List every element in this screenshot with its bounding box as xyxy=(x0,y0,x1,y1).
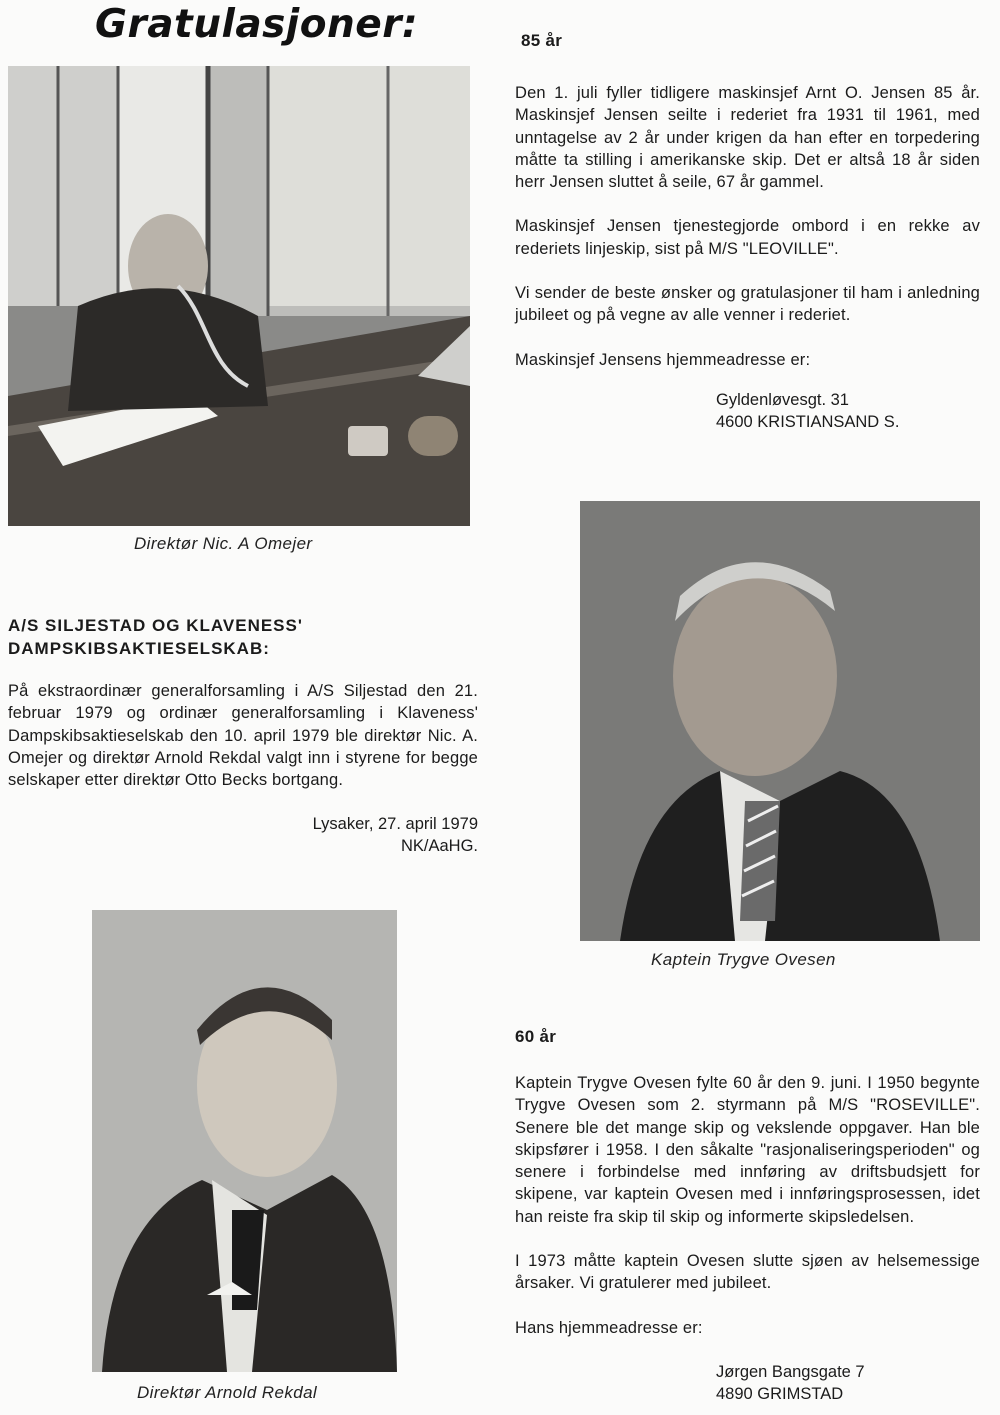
paragraph: I 1973 måtte kaptein Ovesen slutte sjøen av helsemessige årsaker. Vi gratulerer med jubileet. xyxy=(515,1252,980,1293)
siljestad-body: På ekstraordinær generalforsamling i A/S Siljestad den 21. februar 1979 og ordinær generalforsamling i Klaveness' Dampskibsaktieselskab den 10. april 1979 ble direktør Nic. A. Omejer og direktør Arnold Rekdal valgt inn i styrene for begge selskaper etter direktør Otto Becks bortgang. xyxy=(8,682,478,790)
siljestad-signature xyxy=(240,813,478,857)
signature-line: NK/AaHG. xyxy=(400,837,478,855)
section-85-body xyxy=(515,82,980,371)
heading-line: DAMPSKIBSAKTIESELSKAB: xyxy=(8,639,270,658)
paragraph: Maskinsjef Jensen tjenestegjorde ombord i en rekke av rederiets linjeskip, sist på M/S "LEOVILLE". xyxy=(515,217,980,258)
address-intro: Hans hjemmeadresse er: xyxy=(515,1318,703,1337)
photo-omejer xyxy=(8,66,470,526)
heading-85: 85 år xyxy=(521,31,563,50)
paragraph: Den 1. juli fyller tidligere maskinsjef Arnt O. Jensen 85 år. Maskinsjef Jensen seilte i rederiet fra 1931 til 1961, med unntagelse av 2 år under krigen da han efter en torpedering måtte ta stilling i amerikanske skip. Det er altså 18 år siden herr Jensen sluttet å seile, 67 år gammel. xyxy=(515,84,980,192)
caption-ovesen: Kaptein Trygve Ovesen xyxy=(651,950,836,969)
address-ovesen xyxy=(716,1361,865,1405)
caption-rekdal: Direktør Arnold Rekdal xyxy=(137,1383,318,1402)
address-line: 4600 KRISTIANSAND S. xyxy=(716,413,900,431)
section-60-body xyxy=(515,1072,980,1339)
address-line: 4890 GRIMSTAD xyxy=(716,1385,844,1403)
address-intro: Maskinsjef Jensens hjemmeadresse er: xyxy=(515,350,811,369)
address-jensen xyxy=(716,389,899,433)
heading-siljestad xyxy=(8,614,303,660)
signature-line: Lysaker, 27. april 1979 xyxy=(312,815,478,833)
paragraph: Kaptein Trygve Ovesen fylte 60 år den 9. juni. I 1950 begynte Trygve Ovesen som 2. styrmann på M/S "ROSEVILLE". Senere ble det mange skip og vekslende oppgaver. Han ble skipsfører i 1958. I den såkalte "rasjonaliseringsperioden" og senere i forbindelse med innføring av driftsbudsjett for skipene, var kaptein Ovesen med i innføringsprosessen, idet han reiste fra skip til skip og informerte skipsledelsen. xyxy=(515,1074,980,1226)
address-line: Jørgen Bangsgate 7 xyxy=(716,1363,865,1381)
heading-line: A/S SILJESTAD OG KLAVENESS' xyxy=(8,616,303,635)
caption-omejer: Direktør Nic. A Omejer xyxy=(134,534,313,553)
address-line: Gyldenløvesgt. 31 xyxy=(716,391,849,409)
heading-60: 60 år xyxy=(515,1027,557,1046)
photo-ovesen xyxy=(580,501,980,941)
paragraph: Vi sender de beste ønsker og gratulasjoner til ham i anledning jubileet og på vegne av alle venner i rederiet. xyxy=(515,284,980,325)
photo-rekdal xyxy=(92,910,397,1372)
page-masthead: Gratulasjoner: xyxy=(95,2,419,47)
